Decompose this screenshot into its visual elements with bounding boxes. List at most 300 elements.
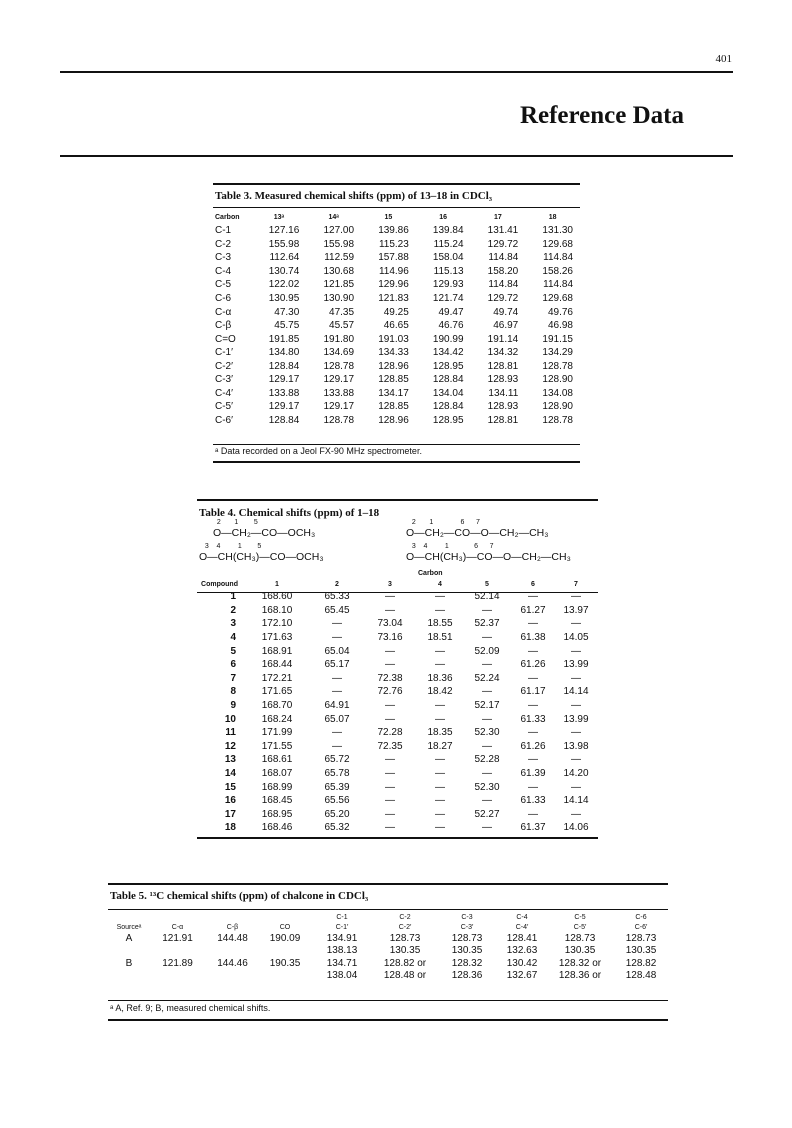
shift-cell: 138.04: [326, 970, 358, 982]
shift-cell: 131.41: [487, 225, 519, 237]
carbon-label-cell: C=O: [215, 333, 236, 345]
shift-cell: —: [571, 781, 581, 793]
shift-cell: 168.10: [261, 604, 293, 616]
table4-header-rule: [197, 592, 598, 593]
formula-right-2: [406, 543, 571, 563]
shift-cell: 65.07: [324, 713, 350, 725]
shift-cell: —: [571, 591, 581, 603]
table4-header-row: [197, 578, 598, 590]
shift-cell: 65.45: [324, 604, 350, 616]
shift-cell: 52.28: [474, 754, 500, 766]
formula-left-1-structure: O—CH₂—CO—OCH₃: [213, 527, 316, 539]
shift-cell: —: [385, 822, 395, 834]
source-cell: [108, 970, 150, 983]
compound-number-cell: 9: [230, 700, 236, 712]
table5-header-cell: C-6′: [634, 923, 648, 931]
shift-cell: 52.17: [474, 700, 500, 712]
table4-bottom-rule: [197, 837, 598, 839]
shift-cell: 121.83: [378, 293, 409, 304]
shift-cell: 171.55: [261, 740, 293, 752]
shift-cell: 18.27: [427, 740, 453, 752]
shift-cell: 144.48: [217, 932, 248, 944]
shift-cell: 46.97: [493, 320, 519, 332]
table-row: [197, 821, 598, 835]
shift-cell: [260, 970, 310, 983]
carbon-label-cell: C-β: [215, 320, 232, 332]
shift-cell: 14.06: [563, 822, 589, 834]
shift-cell: 18.36: [427, 672, 453, 684]
table-row: [197, 631, 598, 645]
shift-cell: 168.99: [261, 781, 293, 793]
shift-cell: —: [332, 727, 342, 739]
shift-cell: 14.14: [563, 795, 589, 807]
shift-cell: 128.73: [625, 932, 657, 944]
shift-cell: —: [435, 713, 445, 725]
shift-cell: —: [482, 822, 492, 834]
shift-cell: —: [528, 700, 538, 712]
compound-number-cell: 17: [224, 808, 236, 820]
formula-left-2: [199, 543, 324, 563]
table-row: [108, 957, 668, 970]
table4-header-cell: 5: [485, 580, 489, 588]
shift-cell: 115.24: [433, 238, 464, 250]
shift-cell: 130.35: [389, 945, 421, 957]
table-row: [213, 359, 580, 373]
table3: [213, 210, 580, 427]
shift-cell: 128.36: [451, 970, 483, 982]
shift-cell: —: [482, 740, 492, 752]
shift-cell: 128.84: [268, 414, 300, 426]
shift-cell: 52.30: [474, 781, 500, 793]
shift-cell: —: [435, 822, 445, 834]
table5-header-top-cell: C-5: [574, 913, 586, 921]
shift-cell: 128.95: [432, 414, 464, 426]
shift-cell: 14.14: [563, 686, 589, 698]
shift-cell: —: [528, 781, 538, 793]
shift-cell: —: [385, 591, 395, 603]
shift-cell: 121.89: [162, 957, 193, 969]
shift-cell: 45.75: [274, 320, 300, 332]
table4-header-cell: 3: [388, 580, 392, 588]
compound-number-cell: 2: [230, 604, 236, 616]
shift-cell: 65.20: [324, 808, 350, 820]
shift-cell: —: [435, 754, 445, 766]
shift-cell: 49.76: [547, 306, 573, 318]
shift-cell: —: [385, 645, 395, 657]
shift-cell: 128.73: [564, 932, 596, 944]
shift-cell: 61.33: [520, 713, 546, 725]
shift-cell: —: [528, 754, 538, 766]
table-row: [213, 373, 580, 387]
shift-cell: 128.84: [432, 374, 464, 386]
compound-number-cell: 15: [224, 781, 236, 793]
formula-right-1-numbering: 2 1 6 7: [406, 519, 480, 526]
shift-cell: 168.44: [261, 659, 293, 671]
table5: [108, 912, 668, 982]
shift-cell: 14.20: [563, 768, 589, 780]
shift-cell: 128.73: [451, 932, 483, 944]
shift-cell: 171.99: [261, 727, 293, 739]
compound-number-cell: 1: [230, 591, 236, 603]
table-row: [213, 346, 580, 360]
shift-cell: 127.16: [268, 225, 300, 237]
shift-cell: 114.84: [543, 279, 573, 291]
table4-header-cell: 4: [438, 580, 442, 588]
shift-cell: 168.07: [261, 768, 293, 780]
shift-cell: 72.76: [377, 686, 403, 698]
shift-cell: 52.27: [474, 808, 500, 820]
shift-cell: —: [528, 618, 538, 630]
table4-header-cell: 7: [574, 580, 578, 588]
shift-cell: 129.17: [268, 401, 300, 413]
shift-cell: —: [385, 795, 395, 807]
carbon-label-cell: C-3′: [215, 374, 233, 386]
table-row: [197, 726, 598, 740]
shift-cell: 171.65: [261, 686, 293, 698]
table3-bottom-rule: [213, 461, 580, 463]
compound-number-cell: 18: [224, 822, 236, 834]
shift-cell: 129.72: [487, 293, 519, 304]
shift-cell: 46.98: [547, 320, 573, 332]
shift-cell: 128.48: [625, 970, 657, 982]
table-row: [197, 767, 598, 781]
table3-header-cell: 13ᵃ: [273, 213, 285, 221]
shift-cell: [150, 945, 205, 958]
shift-cell: 128.48 or: [383, 970, 427, 982]
table5-header-cell: CO: [279, 923, 291, 931]
table5-header-top-cell: C-1: [336, 913, 348, 921]
carbon-label-cell: C-6: [215, 293, 232, 304]
shift-cell: 61.26: [520, 740, 546, 752]
shift-cell: 112.59: [324, 252, 355, 264]
shift-cell: 130.35: [451, 945, 483, 957]
table3-header-cell: 15: [384, 213, 393, 221]
shift-cell: 64.91: [324, 700, 350, 712]
shift-cell: 155.98: [268, 238, 300, 250]
shift-cell: —: [435, 795, 445, 807]
shift-cell: 168.91: [261, 645, 293, 657]
shift-cell: 129.17: [268, 374, 300, 386]
formula-left-1: [213, 519, 315, 539]
shift-cell: 144.46: [217, 957, 248, 969]
shift-cell: 129.68: [542, 238, 573, 250]
table4: [197, 578, 598, 835]
shift-cell: 134.11: [488, 387, 519, 399]
table3-header-cell: 18: [548, 213, 557, 221]
shift-cell: 130.35: [564, 945, 596, 957]
shift-cell: 128.78: [542, 360, 573, 372]
shift-cell: [260, 945, 310, 958]
shift-cell: 132.67: [506, 970, 538, 982]
shift-cell: 190.09: [269, 932, 301, 944]
table5-header-top-cell: [205, 912, 260, 922]
shift-cell: —: [571, 727, 581, 739]
source-cell: B: [125, 957, 133, 969]
shift-cell: 139.84: [432, 225, 464, 237]
shift-cell: —: [528, 591, 538, 603]
shift-cell: 191.15: [542, 333, 573, 345]
compound-number-cell: 5: [230, 645, 236, 657]
shift-cell: —: [482, 713, 492, 725]
shift-cell: —: [571, 700, 581, 712]
table-row: [108, 932, 668, 945]
compound-number-cell: 7: [230, 672, 236, 684]
shift-cell: —: [571, 754, 581, 766]
shift-cell: [150, 970, 205, 983]
shift-cell: 52.09: [474, 645, 500, 657]
table5-header-top-row: [108, 912, 668, 922]
formula-left-2-structure: O—CH(CH₃)—CO—OCH₃: [199, 551, 324, 563]
shift-cell: —: [435, 808, 445, 820]
shift-cell: 129.72: [487, 238, 519, 250]
table-row: [197, 604, 598, 618]
shift-cell: 115.13: [433, 265, 464, 277]
shift-cell: —: [332, 618, 342, 630]
table-row: [213, 278, 580, 292]
shift-cell: 171.63: [261, 632, 293, 644]
shift-cell: 45.57: [329, 320, 355, 332]
shift-cell: 61.37: [520, 822, 546, 834]
table-row: [197, 672, 598, 686]
shift-cell: 72.28: [377, 727, 403, 739]
shift-cell: 18.55: [427, 618, 453, 630]
table5-footnote: ᵃ A, Ref. 9; B, measured chemical shifts.: [110, 1003, 271, 1013]
shift-cell: 134.33: [378, 347, 409, 359]
shift-cell: 46.65: [383, 320, 409, 332]
shift-cell: 134.32: [487, 347, 519, 359]
table-row: [197, 699, 598, 713]
shift-cell: —: [435, 591, 445, 603]
table4-top-rule: [197, 499, 598, 501]
header-rule: [60, 71, 733, 73]
carbon-label: Carbon: [418, 570, 443, 577]
shift-cell: 128.90: [542, 374, 573, 386]
table5-header-cell: C-3′: [460, 923, 474, 931]
shift-cell: 134.04: [432, 387, 464, 399]
table5-header-top-cell: [260, 912, 310, 922]
compound-number-cell: 3: [230, 618, 236, 630]
carbon-label-cell: C-1′: [215, 347, 233, 359]
shift-cell: —: [385, 713, 395, 725]
table-row: [197, 658, 598, 672]
shift-cell: 128.82 or: [383, 957, 427, 969]
shift-cell: 131.30: [542, 225, 573, 237]
shift-cell: 130.68: [323, 265, 355, 277]
shift-cell: —: [332, 632, 342, 644]
shift-cell: 121.74: [432, 293, 464, 304]
table4-header-cell: 2: [335, 580, 339, 588]
shift-cell: 168.61: [261, 754, 293, 766]
shift-cell: 129.17: [323, 401, 355, 413]
source-cell: [108, 945, 150, 958]
shift-cell: —: [482, 686, 492, 698]
shift-cell: 52.14: [474, 591, 500, 603]
table5-header-cell: C-2′: [398, 923, 412, 931]
shift-cell: 61.38: [520, 632, 546, 644]
formula-right-2-structure: O—CH(CH₃)—CO—O—CH₂—CH₃: [406, 551, 571, 563]
shift-cell: 128.82: [625, 957, 657, 969]
shift-cell: —: [482, 604, 492, 616]
shift-cell: 129.68: [542, 293, 573, 304]
compound-number-cell: 6: [230, 659, 236, 671]
shift-cell: —: [332, 740, 342, 752]
shift-cell: 168.70: [261, 700, 293, 712]
table-row: [197, 780, 598, 794]
shift-cell: —: [435, 604, 445, 616]
shift-cell: 129.17: [323, 374, 355, 386]
shift-cell: [205, 970, 260, 983]
formula-right-1: [406, 519, 549, 539]
shift-cell: 73.04: [377, 618, 403, 630]
table-row: [213, 238, 580, 252]
shift-cell: 134.42: [432, 347, 464, 359]
shift-cell: 172.10: [261, 618, 293, 630]
shift-cell: 18.42: [427, 686, 453, 698]
compound-number-cell: 14: [224, 768, 236, 780]
shift-cell: 134.08: [542, 387, 573, 399]
shift-cell: 130.95: [268, 293, 300, 304]
formula-left-2-numbering: 3 4 1 5: [199, 543, 262, 550]
shift-cell: 128.32 or: [558, 957, 602, 969]
shift-cell: 72.38: [377, 672, 403, 684]
shift-cell: 52.30: [474, 727, 500, 739]
shift-cell: 65.32: [324, 822, 350, 834]
shift-cell: 128.95: [432, 360, 464, 372]
table-row: [213, 265, 580, 279]
shift-cell: 191.80: [323, 333, 355, 345]
shift-cell: 65.56: [324, 795, 350, 807]
carbon-label-cell: C-4: [215, 265, 232, 277]
shift-cell: 134.17: [378, 387, 409, 399]
table-row: [197, 753, 598, 767]
shift-cell: 128.93: [487, 401, 519, 413]
shift-cell: —: [385, 754, 395, 766]
shift-cell: 114.96: [378, 265, 409, 277]
table4-header-cell: 1: [275, 580, 279, 588]
shift-cell: —: [385, 659, 395, 671]
shift-cell: 18.51: [427, 632, 453, 644]
shift-cell: 128.36 or: [558, 970, 602, 982]
shift-cell: 138.13: [326, 945, 358, 957]
table3-caption-rule: [213, 207, 580, 208]
shift-cell: 134.29: [542, 347, 573, 359]
carbon-label-cell: C-5: [215, 279, 232, 291]
shift-cell: 128.78: [542, 414, 573, 426]
shift-cell: 49.47: [438, 306, 464, 318]
title-rule: [60, 155, 733, 157]
shift-cell: 49.25: [383, 306, 409, 318]
shift-cell: —: [482, 768, 492, 780]
shift-cell: —: [571, 808, 581, 820]
shift-cell: 130.74: [268, 265, 300, 277]
formula-right-2-numbering: 3 4 1 6 7: [406, 543, 494, 550]
shift-cell: 115.23: [378, 238, 409, 250]
compound-number-cell: 16: [224, 795, 236, 807]
shift-cell: 168.95: [261, 808, 293, 820]
shift-cell: —: [435, 768, 445, 780]
table-row: [197, 685, 598, 699]
shift-cell: 134.69: [323, 347, 355, 359]
table-row: [213, 332, 580, 346]
shift-cell: 130.35: [625, 945, 657, 957]
table5-header-cell: C-1′: [335, 923, 349, 931]
formula-left-1-numbering: 2 1 5: [213, 519, 258, 526]
shift-cell: 73.16: [377, 632, 403, 644]
shift-cell: 47.30: [274, 306, 300, 318]
shift-cell: 65.72: [324, 754, 350, 766]
compound-number-cell: 13: [224, 754, 236, 766]
page-number: 401: [715, 53, 732, 65]
shift-cell: 128.78: [323, 360, 355, 372]
shift-cell: —: [528, 645, 538, 657]
shift-cell: 168.24: [261, 713, 293, 725]
shift-cell: 134.91: [326, 932, 358, 944]
shift-cell: 65.17: [324, 659, 350, 671]
shift-cell: 157.88: [378, 252, 409, 264]
table-row: [108, 970, 668, 983]
table3-header-cell: 14ᵃ: [328, 213, 339, 221]
table3-foot-rule: [213, 444, 580, 445]
shift-cell: 49.74: [493, 306, 519, 318]
shift-cell: 114.84: [488, 279, 519, 291]
table-row: [197, 808, 598, 822]
shift-cell: —: [482, 632, 492, 644]
source-cell: A: [125, 932, 133, 944]
shift-cell: 121.85: [323, 279, 355, 291]
shift-cell: —: [435, 659, 445, 671]
shift-cell: 61.33: [520, 795, 546, 807]
shift-cell: —: [385, 768, 395, 780]
shift-cell: 13.99: [563, 713, 589, 725]
shift-cell: —: [332, 686, 342, 698]
shift-cell: 133.88: [323, 387, 355, 399]
shift-cell: 128.93: [487, 374, 519, 386]
table-row: [197, 740, 598, 754]
shift-cell: —: [482, 659, 492, 671]
carbon-label-cell: C-2′: [215, 360, 233, 372]
shift-cell: 190.35: [269, 957, 301, 969]
compound-number-cell: 10: [224, 713, 236, 725]
shift-cell: 128.41: [506, 932, 538, 944]
table5-caption: Table 5. ¹³C chemical shifts (ppm) of chalcone in CDCl₃: [110, 890, 369, 902]
shift-cell: 130.90: [323, 293, 355, 304]
table-row: [213, 251, 580, 265]
shift-cell: 52.24: [474, 672, 500, 684]
table5-header-cell: C-β: [226, 923, 239, 931]
table3-header-cell: 17: [493, 213, 502, 221]
shift-cell: 61.17: [520, 686, 546, 698]
shift-cell: —: [482, 795, 492, 807]
table5-header-row: [108, 922, 668, 932]
table5-header-top-cell: C-3: [461, 913, 473, 921]
shift-cell: 129.96: [378, 279, 409, 291]
shift-cell: —: [528, 808, 538, 820]
table-row: [197, 644, 598, 658]
shift-cell: 122.02: [268, 279, 300, 291]
shift-cell: 47.35: [329, 306, 355, 318]
table3-header-row: [213, 210, 580, 224]
shift-cell: 128.96: [378, 414, 409, 426]
shift-cell: —: [571, 618, 581, 630]
shift-cell: 134.80: [268, 347, 300, 359]
table3-footnote: ᵃ Data recorded on a Jeol FX-90 MHz spectrometer.: [215, 446, 422, 456]
shift-cell: 128.85: [378, 401, 409, 413]
carbon-label-cell: C-α: [215, 306, 232, 318]
shift-cell: 65.33: [324, 591, 350, 603]
table3-top-rule: [213, 183, 580, 185]
shift-cell: —: [385, 781, 395, 793]
shift-cell: 134.71: [326, 957, 358, 969]
